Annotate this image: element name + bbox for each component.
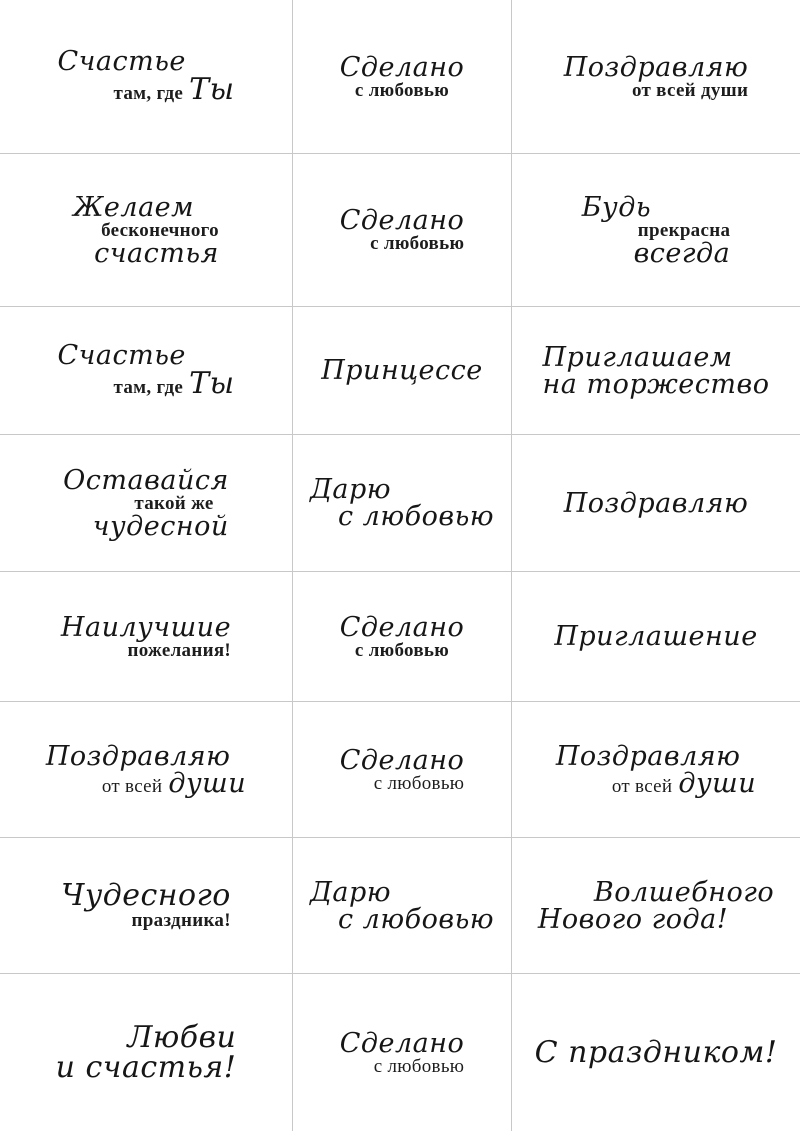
phrase-line-1: Желаем: [73, 191, 195, 223]
phrase-line-1: Оставайся: [63, 464, 229, 496]
phrase-line-2: с любовью: [370, 233, 465, 254]
phrase-line-2: [57, 366, 235, 401]
label-card-18: [512, 702, 800, 838]
phrase-line-3: всегда: [633, 237, 731, 269]
phrase-line-1: С праздником!: [534, 1034, 778, 1070]
phrase-line-2: и счастья!: [55, 1049, 237, 1085]
phrase-line-1: Принцессе: [321, 355, 483, 386]
phrase: [55, 1019, 237, 1085]
phrase-line-1: Чудесного: [61, 878, 231, 913]
phrase: [73, 191, 219, 269]
label-card-9: [512, 307, 800, 435]
phrase-line-2: с любовью: [354, 79, 450, 101]
phrase: [339, 51, 465, 101]
phrase-line-2: с любовью: [373, 772, 465, 794]
phrase-line-1: Поздравляю: [563, 487, 749, 519]
phrase: [61, 878, 231, 931]
phrase: [309, 876, 495, 935]
phrase-line-2: на торжество: [542, 368, 770, 400]
phrase-line-1: Сделано: [339, 51, 465, 83]
phrase-line-2-tail: Ты: [189, 366, 235, 401]
phrase-line-2: Нового года!: [537, 903, 729, 935]
phrase: [537, 876, 775, 935]
phrase-line-2: с любовью: [337, 903, 495, 935]
phrase-line-1: Любви: [127, 1019, 237, 1055]
phrase: [310, 476, 494, 530]
phrase-line-2: от всей души: [631, 79, 749, 101]
phrase-line-2: с любовью: [354, 639, 450, 661]
label-card-6: [512, 154, 800, 307]
phrase-line-2: такой же: [134, 492, 214, 514]
label-card-5: [293, 154, 512, 307]
phrase-line-2: с любовью: [373, 1055, 465, 1077]
phrase: [563, 51, 749, 101]
phrase: [542, 341, 770, 400]
phrase-line-2: прекрасна: [637, 219, 731, 241]
label-card-2: [293, 0, 512, 154]
phrase: [321, 357, 483, 384]
label-card-8: [293, 307, 512, 435]
phrase: [563, 487, 749, 519]
phrase: [57, 342, 234, 399]
phrase-line-1: Приглашение: [554, 621, 758, 652]
label-card-16: [0, 702, 293, 838]
label-card-20: [293, 838, 512, 974]
phrase-line-1: Волшебного: [593, 876, 775, 908]
phrase: [555, 740, 757, 799]
phrase: [63, 464, 229, 542]
phrase-line-2: [46, 767, 247, 799]
phrase: [339, 744, 465, 794]
label-card-21: [512, 838, 800, 974]
phrase-line-2: праздника!: [131, 910, 231, 931]
phrase-line-1: Счастье: [57, 46, 186, 77]
label-card-12: [512, 435, 800, 572]
phrase-line-2-tail: души: [168, 767, 247, 799]
phrase-line-2: пожелания!: [127, 639, 232, 661]
label-card-1: [0, 0, 293, 154]
phrase-line-1: Сделано: [339, 611, 465, 643]
phrase-line-2: [57, 72, 235, 107]
phrase-line-2-text: там, где: [113, 377, 184, 398]
label-card-24: [512, 974, 800, 1131]
phrase: [60, 611, 232, 661]
phrase-line-1: Приглашаем: [542, 341, 733, 373]
phrase: [339, 1027, 465, 1077]
phrase-line-1: Счастье: [57, 340, 186, 371]
label-card-7: [0, 307, 293, 435]
phrase-line-1: Поздравляю: [555, 740, 741, 772]
phrase-line-1: Сделано: [339, 1027, 465, 1059]
phrase-line-2-text: от всей: [101, 775, 163, 797]
phrase-line-3: чудесной: [92, 510, 229, 542]
label-card-22: [0, 974, 293, 1131]
phrase-line-2: с любовью: [337, 501, 495, 532]
phrase-line-1: Дарю: [309, 474, 392, 505]
label-card-13: [0, 572, 293, 702]
phrase: [554, 623, 757, 650]
label-card-3: [512, 0, 800, 154]
phrase: [581, 191, 731, 269]
phrase-line-1: Дарю: [309, 876, 392, 908]
label-card-4: [0, 154, 293, 307]
phrase-line-1: Наилучшие: [60, 611, 232, 643]
phrase: [339, 611, 465, 661]
phrase-line-1: Будь: [581, 191, 652, 223]
label-card-10: [0, 435, 293, 572]
phrase-line-2-text: там, где: [113, 83, 184, 104]
phrase-line-1: Сделано: [339, 205, 465, 236]
phrase-line-3: счастья: [94, 237, 219, 269]
label-card-17: [293, 702, 512, 838]
label-card-11: [293, 435, 512, 572]
phrase: [534, 1034, 778, 1070]
phrase-line-2: бесконечного: [101, 219, 219, 241]
label-card-15: [512, 572, 800, 702]
label-card-14: [293, 572, 512, 702]
phrase: [57, 48, 234, 105]
phrase-line-2-tail: души: [678, 767, 757, 799]
phrase-line-2: [556, 767, 757, 799]
phrase-line-2-tail: Ты: [189, 72, 235, 107]
label-card-19: [0, 838, 293, 974]
phrase: [45, 740, 247, 799]
phrase-line-1: Поздравляю: [563, 51, 749, 83]
phrase: [340, 207, 465, 253]
label-card-23: [293, 974, 512, 1131]
phrase-line-1: Поздравляю: [45, 740, 231, 772]
phrase-line-1: Сделано: [339, 744, 465, 776]
phrase-line-2-text: от всей: [611, 775, 673, 797]
